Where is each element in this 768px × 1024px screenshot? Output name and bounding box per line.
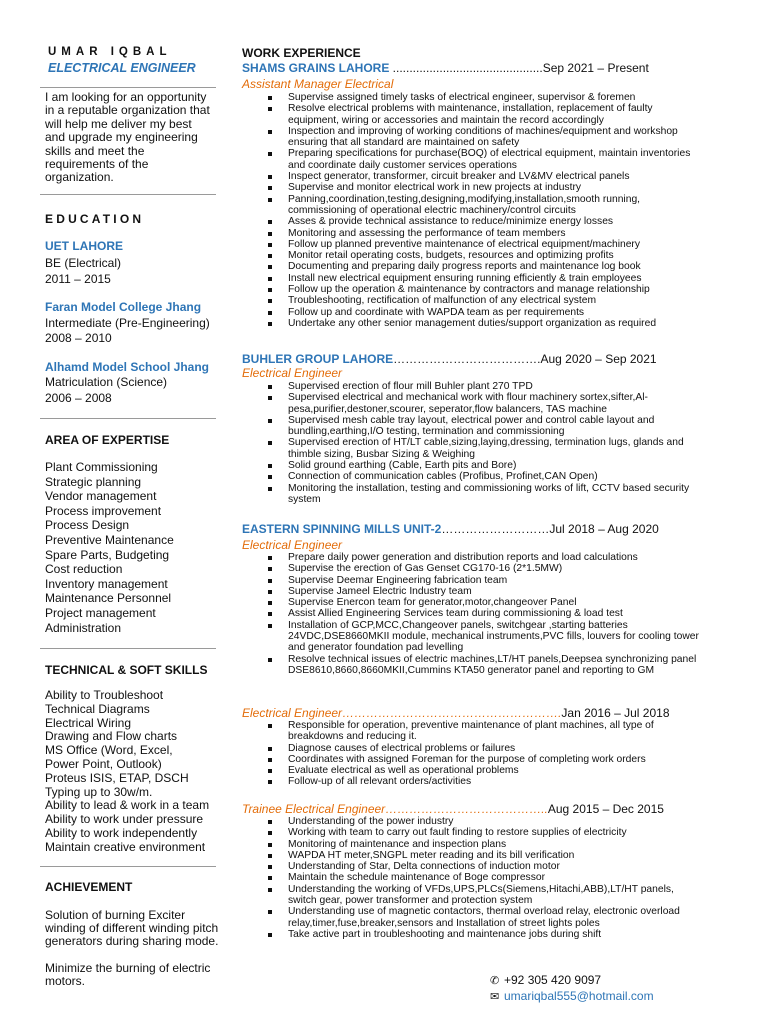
company-name: EASTERN SPINNING MILLS UNIT-2 <box>242 522 442 536</box>
job-bullets <box>268 720 700 788</box>
list-item: Vendor management <box>45 489 157 504</box>
list-item: Process Design <box>45 518 130 533</box>
job-dates: Aug 2020 – Sep 2021 <box>540 352 657 366</box>
email-line <box>490 989 654 1003</box>
list-item: Drawing and Flow charts <box>45 729 178 744</box>
list-item: Prepare daily power generation and distribution reports and load calculations <box>268 552 700 563</box>
achievement-text: Solution of burning Exciter winding of different winding pitch generators during sharing mode. <box>45 908 219 949</box>
edu-school: Faran Model College Jhang <box>45 300 202 314</box>
list-item: Working with team to carry out fault finding to restore supplies of electricity <box>268 827 700 838</box>
list-item: Supervise Deemar Engineering fabrication team <box>268 575 700 586</box>
work-experience-heading: WORK EXPERIENCE <box>242 46 361 60</box>
list-item: Supervise Jameel Electric Industry team <box>268 586 700 597</box>
job-dates: Jul 2018 – Aug 2020 <box>549 522 659 536</box>
list-item: WAPDA HT meter,SNGPL meter reading and its bill verification <box>268 850 700 861</box>
list-item: Supervised erection of flour mill Buhler plant 270 TPD <box>268 381 700 392</box>
job-bullets <box>268 816 700 940</box>
divider <box>40 648 216 649</box>
list-item: Ability to work independently <box>45 825 198 840</box>
company-name: BUHLER GROUP LAHORE <box>242 352 394 366</box>
edu-school: UET LAHORE <box>45 239 123 253</box>
skills-list <box>45 689 209 855</box>
list-item: Preventive Maintenance <box>45 532 174 547</box>
expertise-list <box>45 460 174 635</box>
list-item: Understanding of the power industry <box>268 816 700 827</box>
expertise-heading: AREA OF EXPERTISE <box>45 433 170 447</box>
list-item: Take active part in troubleshooting and maintenance jobs during shift <box>268 929 700 940</box>
leader-dots: ………………………………………………. <box>342 706 562 720</box>
job-role: Electrical Engineer <box>242 706 343 720</box>
job-bullets <box>268 381 700 505</box>
job-bullets <box>268 92 700 329</box>
list-item: Proteus ISIS, ETAP, DSCH <box>45 770 189 785</box>
edu-years: 2008 – 2010 <box>45 331 112 345</box>
list-item: MS Office (Word, Excel, <box>45 743 173 758</box>
list-item: Asses & provide technical assistance to reduce/minimize energy losses <box>268 216 700 227</box>
list-item: Responsible for operation, preventive maintenance of plant machines, all type of breakdowns and reducing it. <box>268 720 700 743</box>
list-item: Technical Diagrams <box>45 701 150 716</box>
list-item: Understanding the working of VFDs,UPS,PLCs(Siemens,Hitachi,ABB),LT/HT panels, switch gear, power transformer and protection system <box>268 884 700 907</box>
achievement-heading: ACHIEVEMENT <box>45 880 133 894</box>
list-item: Typing up to 30w/m. <box>45 784 153 799</box>
list-item: Troubleshooting, rectification of malfunction of any electrical system <box>268 295 700 306</box>
leader-dots: ……………………… <box>441 522 550 536</box>
leader-dots: ………………………………….. <box>385 802 548 816</box>
divider <box>40 87 216 88</box>
job-header <box>242 706 670 720</box>
job-header <box>242 522 659 536</box>
list-item: Resolve electrical problems with maintenance, installation, replacement of faulty equipment, wiring or accessories and maintain the record accordingly <box>268 103 700 126</box>
list-item: Inspection and improving of working conditions of machines/equipment and workshop ensuring that all standard are maintained on safety <box>268 126 700 149</box>
list-item: Install new electrical equipment ensuring running efficiently & train employees <box>268 273 700 284</box>
list-item: Solid ground earthing (Cable, Earth pits and Bore) <box>268 460 700 471</box>
list-item: Documenting and preparing daily progress reports and maintenance log book <box>268 261 700 272</box>
edu-years: 2006 – 2008 <box>45 391 112 405</box>
job-dates: Aug 2015 – Dec 2015 <box>547 802 664 816</box>
skills-heading: TECHNICAL & SOFT SKILLS <box>45 663 208 677</box>
list-item: Process improvement <box>45 503 162 518</box>
list-item: Resolve technical issues of electric machines,LT/HT panels,Deepsea synchronizing panel DSE8610,8660,8660MKII,Cummins KTA50 generator panel and reporting to GM <box>268 654 700 677</box>
list-item: Power Point, Outlook) <box>45 756 162 771</box>
job-title: ELECTRICAL ENGINEER <box>48 61 196 75</box>
job-header <box>242 352 657 366</box>
list-item: Monitoring of maintenance and inspection plans <box>268 839 700 850</box>
list-item: Inspect generator, transformer, circuit breaker and LV&MV electrical panels <box>268 171 700 182</box>
list-item: Supervise assigned timely tasks of electrical engineer, supervisor & foremen <box>268 92 700 103</box>
job-dates: Jan 2016 – Jul 2018 <box>561 706 670 720</box>
job-header <box>242 802 664 816</box>
list-item: Ability to lead & work in a team <box>45 798 210 813</box>
list-item: Supervise and monitor electrical work in new projects at industry <box>268 182 700 193</box>
list-item: Understanding use of magnetic contactors, thermal overload relay, electronic overload relay,timer,fuse,breaker,sensors and Installation of street lights poles <box>268 906 700 929</box>
list-item: Panning,coordination,testing,designing,modifying,installation,smooth running, commissioning of operational electric machinery/control circuits <box>268 194 700 217</box>
list-item: Follow-up of all relevant orders/activities <box>268 776 700 787</box>
envelope-icon: ✉ <box>490 991 500 1003</box>
job-role: Trainee Electrical Engineer <box>242 802 386 816</box>
education-heading: EDUCATION <box>45 212 145 226</box>
leader-dots: ............................................. <box>389 61 543 75</box>
list-item: Evaluate electrical as well as operational problems <box>268 765 700 776</box>
candidate-name: UMAR IQBAL <box>48 46 172 58</box>
list-item: Supervised mesh cable tray layout, electrical power and control cable layout and bundling,earthing,I/O testing, termination and commissioning <box>268 415 700 438</box>
divider <box>40 866 216 867</box>
phone-icon: ✆ <box>490 975 500 987</box>
achievement-text: Minimize the burning of electric motors. <box>45 961 211 989</box>
list-item: Ability to Troubleshoot <box>45 688 164 702</box>
divider <box>40 194 216 195</box>
list-item: Monitor retail operating costs, budgets, resources and optimizing profits <box>268 250 700 261</box>
list-item: Ability to work under pressure <box>45 812 204 827</box>
list-item: Plant Commissioning <box>45 460 158 474</box>
job-header <box>242 61 649 75</box>
job-role: Electrical Engineer <box>242 366 343 380</box>
objective-text: I am looking for an opportunity in a reputable organization that will help me deliver my best and upgrade my engineering skills and meet the requirements of the organization. <box>45 90 210 185</box>
list-item: Understanding of Star, Delta connections of induction motor <box>268 861 700 872</box>
edu-degree: BE (Electrical) <box>45 256 122 270</box>
list-item: Coordinates with assigned Foreman for the purpose of completing work orders <box>268 754 700 765</box>
divider <box>40 418 216 419</box>
phone-line <box>490 973 601 987</box>
list-item: Monitoring the installation, testing and commissioning works of lift, CCTV based security system <box>268 483 700 506</box>
job-role: Electrical Engineer <box>242 538 343 552</box>
list-item: Project management <box>45 605 156 620</box>
list-item: Follow up planned preventive maintenance of electrical equipment/machinery <box>268 239 700 250</box>
list-item: Electrical Wiring <box>45 715 132 730</box>
list-item: Administration <box>45 620 122 635</box>
phone-number: +92 305 420 9097 <box>504 973 602 987</box>
list-item: Connection of communication cables (Profibus, Profinet,CAN Open) <box>268 471 700 482</box>
edu-school: Alhamd Model School Jhang <box>45 360 210 374</box>
list-item: Preparing specifications for purchase(BOQ) of electrical equipment, maintain inventories and coordinate daily customer services operations <box>268 148 700 171</box>
list-item: Supervise the erection of Gas Genset CG170-16 (2*1.5MW) <box>268 563 700 574</box>
list-item: Follow up the operation & maintenance by contractors and manage relationship <box>268 284 700 295</box>
list-item: Maintain the schedule maintenance of Boge compressor <box>268 872 700 883</box>
leader-dots: ………………………………. <box>393 352 541 366</box>
job-role: Assistant Manager Electrical <box>242 77 394 91</box>
list-item: Cost reduction <box>45 562 123 577</box>
list-item: Inventory management <box>45 576 168 591</box>
list-item: Supervised electrical and mechanical work with flour machinery sortex,sifter,Al-pesa,purifier,destoner,scourer, seperator,flow balancers, TAS machine <box>268 392 700 415</box>
job-bullets <box>268 552 700 676</box>
list-item: Strategic planning <box>45 474 142 489</box>
email-address[interactable]: umariqbal555@hotmail.com <box>504 989 654 1003</box>
list-item: Supervised erection of HT/LT cable,sizing,laying,dressing, termination lugs, glands and thimble sizing, Busbar Sizing & Weighing <box>268 437 700 460</box>
list-item: Assist Allied Engineering Services team during commissioning & load test <box>268 608 700 619</box>
list-item: Supervise Enercon team for generator,motor,changeover Panel <box>268 597 700 608</box>
list-item: Maintain creative environment <box>45 839 206 854</box>
list-item: Diagnose causes of electrical problems or failures <box>268 743 700 754</box>
edu-years: 2011 – 2015 <box>45 272 111 286</box>
list-item: Undertake any other senior management duties/support organization as required <box>268 318 700 329</box>
edu-degree: Intermediate (Pre-Engineering) <box>45 316 210 330</box>
list-item: Installation of GCP,MCC,Changeover panels, switchgear ,starting batteries 24VDC,DSE8660MKII module, mechanical instruments,PVC fills, louvers for cooling tower and generator foundation pad levelling <box>268 620 700 654</box>
list-item: Spare Parts, Budgeting <box>45 547 170 562</box>
list-item: Monitoring and assessing the performance of team members <box>268 228 700 239</box>
list-item: Follow up and coordinate with WAPDA team as per requirements <box>268 307 700 318</box>
list-item: Maintenance Personnel <box>45 591 172 606</box>
edu-degree: Matriculation (Science) <box>45 375 168 389</box>
company-name: SHAMS GRAINS LAHORE <box>242 61 390 75</box>
job-dates: Sep 2021 – Present <box>542 61 649 75</box>
